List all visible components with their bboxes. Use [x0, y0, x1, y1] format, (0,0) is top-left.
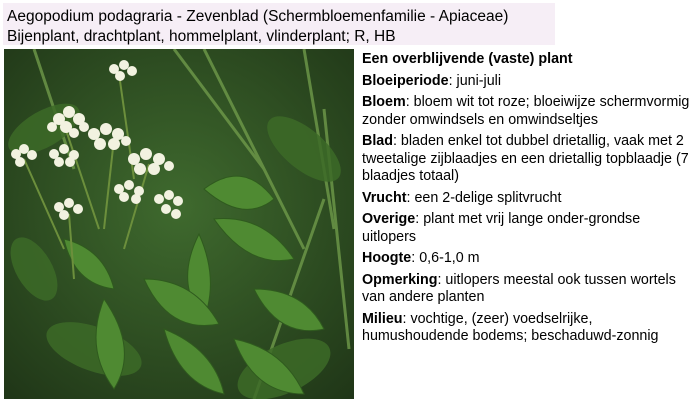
plant-photo [4, 49, 354, 399]
field-label: Vrucht [362, 189, 407, 206]
field-opmerking [362, 272, 698, 307]
species-title: Aegopodium podagraria - Zevenblad (Schermbloemenfamilie - Apiaceae) [7, 8, 509, 25]
field-value: : juni-juli [448, 72, 502, 89]
plant-photo-illustration [4, 49, 354, 399]
field-label: Hoogte [362, 250, 412, 266]
field-label: Bloeiperiode [362, 72, 449, 89]
field-value: : uitlopers meestal ook tussen wortels van andere planten [362, 271, 676, 305]
plant-info [362, 51, 698, 350]
field-overige [362, 211, 698, 246]
field-value: : bladen enkel tot dubbel drietallig, vaak met 2 tweetalige zijblaadjes en een drietallig topblaadje (7 blaadjes totaal) [362, 133, 689, 184]
field-vrucht [362, 190, 698, 208]
title-banner [3, 3, 555, 45]
field-bloem [362, 94, 698, 129]
field-label: Milieu [362, 310, 403, 327]
field-label: Overige [362, 211, 416, 227]
field-bloeiperiode [362, 73, 698, 91]
field-value: : 0,6-1,0 m [411, 250, 480, 266]
field-label: Blad [362, 133, 393, 149]
field-value: : plant met vrij lange onder-grondse uitlopers [362, 211, 641, 245]
plant-categories: Bijenplant, drachtplant, hommelplant, vlinderplant; R, HB [7, 28, 396, 45]
field-hoogte [362, 250, 698, 268]
plant-type-heading: Een overblijvende (vaste) plant [362, 51, 573, 67]
field-value: : vochtige, (zeer) voedselrijke, humushoudende bodems; beschaduwd-zonnig [362, 310, 659, 344]
field-milieu [362, 311, 698, 346]
field-blad [362, 133, 698, 186]
field-value: : een 2-delige splitvrucht [406, 189, 562, 206]
field-label: Bloem [362, 94, 406, 110]
field-label: Opmerking [362, 271, 438, 288]
field-value: : bloem wit tot roze; bloeiwijze schermvormig zonder omwindsels en omwindseltjes [362, 94, 690, 128]
